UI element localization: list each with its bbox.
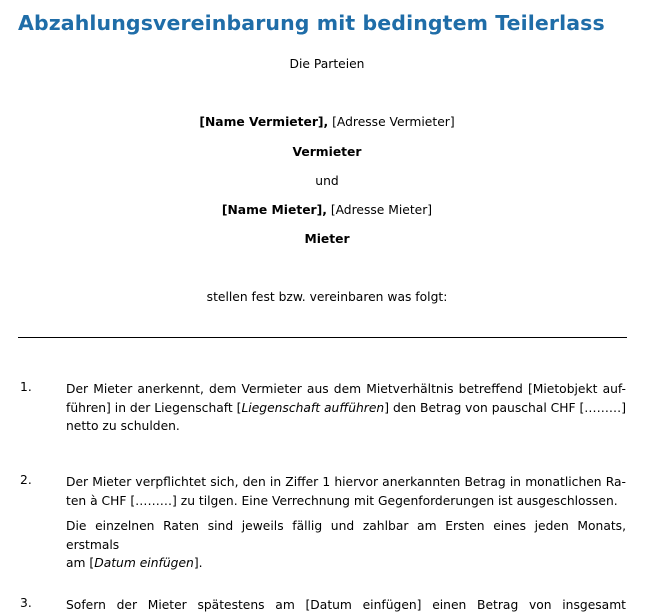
landlord-line [0,115,654,129]
clause-2-line-4-start: am [ [66,556,95,570]
clause-3-number: 3. [20,596,32,610]
tenant-role: Mieter [304,232,350,246]
clause-1-line-3: netto zu schulden. [66,419,180,433]
clause-2-line-4-end: ]. [193,556,203,570]
intro-text: Die Parteien [289,57,365,71]
clause-2 [66,473,626,573]
clause-2-line-1: Der Mieter verpflichtet sich, den in Ziffer 1 hiervor anerkannten Betrag in monatlichen Ra- [66,475,626,489]
tenant-line [0,203,654,217]
clause-1-number: 1. [20,380,32,394]
landlord-role: Vermieter [292,145,362,159]
clause-2-number: 2. [20,473,32,487]
clause-1 [66,380,626,436]
tenant-address: [Adresse Mieter] [326,203,433,217]
landlord-name: [Name Vermieter], [199,115,329,129]
clause-1-line-2 [66,399,626,418]
clause-2-line-4-italic: Datum einfügen [94,556,194,570]
clause-2-line-4 [66,554,626,573]
clause-3-line-1: Sofern der Mieter spätestens am [Datum einfügen] einen Betrag von insgesamt [66,598,626,612]
document-title: Abzahlungsvereinbarung mit bedingtem Teilerlass [18,11,605,35]
and-text: und [315,174,339,188]
clause-3 [66,596,626,615]
horizontal-divider [18,337,627,338]
clause-2-line-2: ten à CHF [………] zu tilgen. Eine Verrechnung mit Gegenforderungen ist ausgeschlossen. [66,493,618,508]
clause-1-line-2-end: ] den Betrag von pauschal CHF [………] [384,400,626,415]
landlord-address: [Adresse Vermieter] [328,115,455,129]
clause-2-line-3: Die einzelnen Raten sind jeweils fällig und zahlbar am Ersten eines jeden Monats, erstmals [66,519,626,552]
clause-1-line-1: Der Mieter anerkennt, dem Vermieter aus dem Mietverhältnis betreffend [Mietobjekt auf- [66,382,626,396]
clause-1-line-2-start: führen] in der Liegenschaft [ [66,400,242,415]
statement-text: stellen fest bzw. vereinbaren was folgt: [206,290,448,304]
tenant-name: [Name Mieter], [221,203,327,217]
clause-1-line-2-italic: Liegenschaft aufführen [241,400,385,415]
